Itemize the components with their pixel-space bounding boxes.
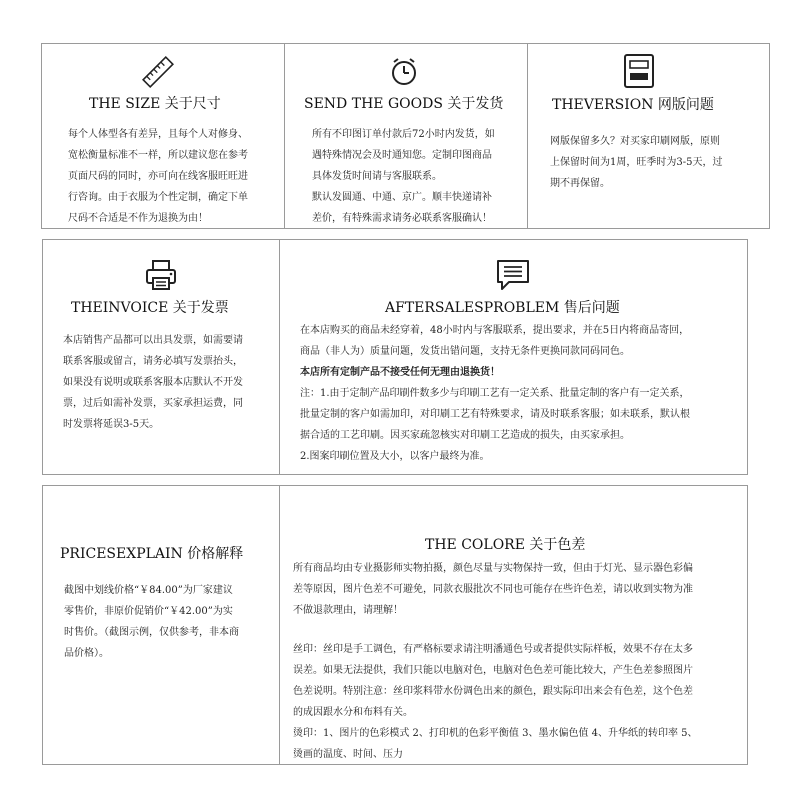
size-section bbox=[42, 44, 284, 228]
aftersales-title: AFTERSALESPROBLEM 售后问题 bbox=[385, 300, 620, 316]
price-section bbox=[43, 486, 279, 764]
size-title: THE SIZE 关于尺寸 bbox=[89, 96, 221, 112]
invoice-section bbox=[43, 240, 279, 474]
version-text: 网版保留多久？对买家印刷网版，原则 上保留时间为1周，旺季时为3-5天，过 期不再保留。 bbox=[550, 136, 723, 189]
version-title: THEVERSION 网版问题 bbox=[552, 97, 714, 113]
send-goods-section bbox=[285, 44, 527, 228]
stopwatch-icon bbox=[387, 54, 421, 88]
invoice-title: THEINVOICE 关于发票 bbox=[71, 300, 229, 316]
send-goods-title: SEND THE GOODS 关于发货 bbox=[304, 96, 504, 112]
info-row-1 bbox=[41, 43, 770, 229]
info-row-2 bbox=[42, 239, 748, 475]
printing-plate-icon bbox=[622, 53, 656, 89]
invoice-text: 本店销售产品都可以出具发票，如需要请 联系客服或留言，请务必填写发票抬头， 如果没有说明或联系客服本店默认不开发 票，过后如需补发票，买家承担运费，同 时发票将延误3-5天。 bbox=[63, 335, 243, 430]
colore-silk-print: 丝印：丝印是手工调色，有严格标要求请注明潘通色号或者提供实际样板，效果不存在太多 误差。如果无法提供，我们只能以电脑对色，电脑对色色差可能比较大，产生色差参照图片 色差说明。特别注意：丝印浆料带水份调色出来的颜色，跟实际印出来会有色差，这个色差 的成因跟水分和布料有关。 bbox=[293, 644, 693, 718]
ruler-icon bbox=[140, 54, 176, 90]
price-text: 截图中划线价格“￥84.00”为厂家建议 零售价，非原价促销价“￥42.00”为实 时售价。（截图示例，仅供参考，非本商 品价格）。 bbox=[64, 585, 239, 659]
version-section bbox=[528, 44, 769, 228]
price-title: PRICESEXPLAIN 价格解释 bbox=[60, 546, 244, 562]
aftersales-section bbox=[280, 240, 747, 474]
printer-icon bbox=[144, 258, 178, 292]
message-icon bbox=[495, 258, 531, 292]
info-row-3 bbox=[42, 485, 748, 765]
send-goods-text: 所有不印图订单付款后72小时内发货，如 遇特殊情况会及时通知您。定制印图商品 具体发货时间请与客服联系。 默认发圆通、中通、京广。顺丰快递请补 差价，有特殊需求请务必联系客服确认！ bbox=[312, 129, 495, 224]
colore-intro: 所有商品均由专业摄影师实物拍摄，颜色尽量与实物保持一致，但由于灯光、显示器色彩偏 差等原因，图片色差不可避免，同款衣服批次不同也可能存在些许色差，请以收到实物为准 不做退款理由，请理解！ bbox=[293, 563, 693, 616]
aftersales-text: 在本店购买的商品未经穿着，48小时内与客服联系，提出要求，并在5日内将商品寄回， 商品（非人为）质量问题，发货出错问题，支持无条件更换同款同码同色。 本店所有定制产品不接受任何无理由退换货！ 注：1.由于定制产品印刷件数多少与印刷工艺有一定关系、批量定制的客户有一定关系， 批量定制的客户如需加印，对印刷工艺有特殊要求，请及时联系客服；如未联系，默认根 据合适的工艺印刷。因买家疏忽核实对印刷工艺造成的损失，由买家承担。 2.图案印刷位置及大小，以客户最终为准。 bbox=[300, 320, 745, 467]
aftersales-notice: 本店所有定制产品不接受任何无理由退换货！ bbox=[300, 367, 500, 378]
colore-title: THE COLORE 关于色差 bbox=[425, 537, 586, 553]
size-text: 每个人体型各有差异，且每个人对修身、 宽松衡量标准不一样，所以建议您在参考 页面尺码的同时，亦可向在线客服旺旺进 行咨询。由于衣服为个性定制，确定下单 尺码不合适是不作为退换为由！ bbox=[68, 129, 248, 224]
colore-section bbox=[280, 486, 747, 764]
colore-transfer-print: 烫印：1、图片的色彩模式 2、打印机的色彩平衡值 3、墨水偏色值 4、升华纸的转印率 5、 烫画的温度、时间、压力 bbox=[293, 728, 698, 760]
